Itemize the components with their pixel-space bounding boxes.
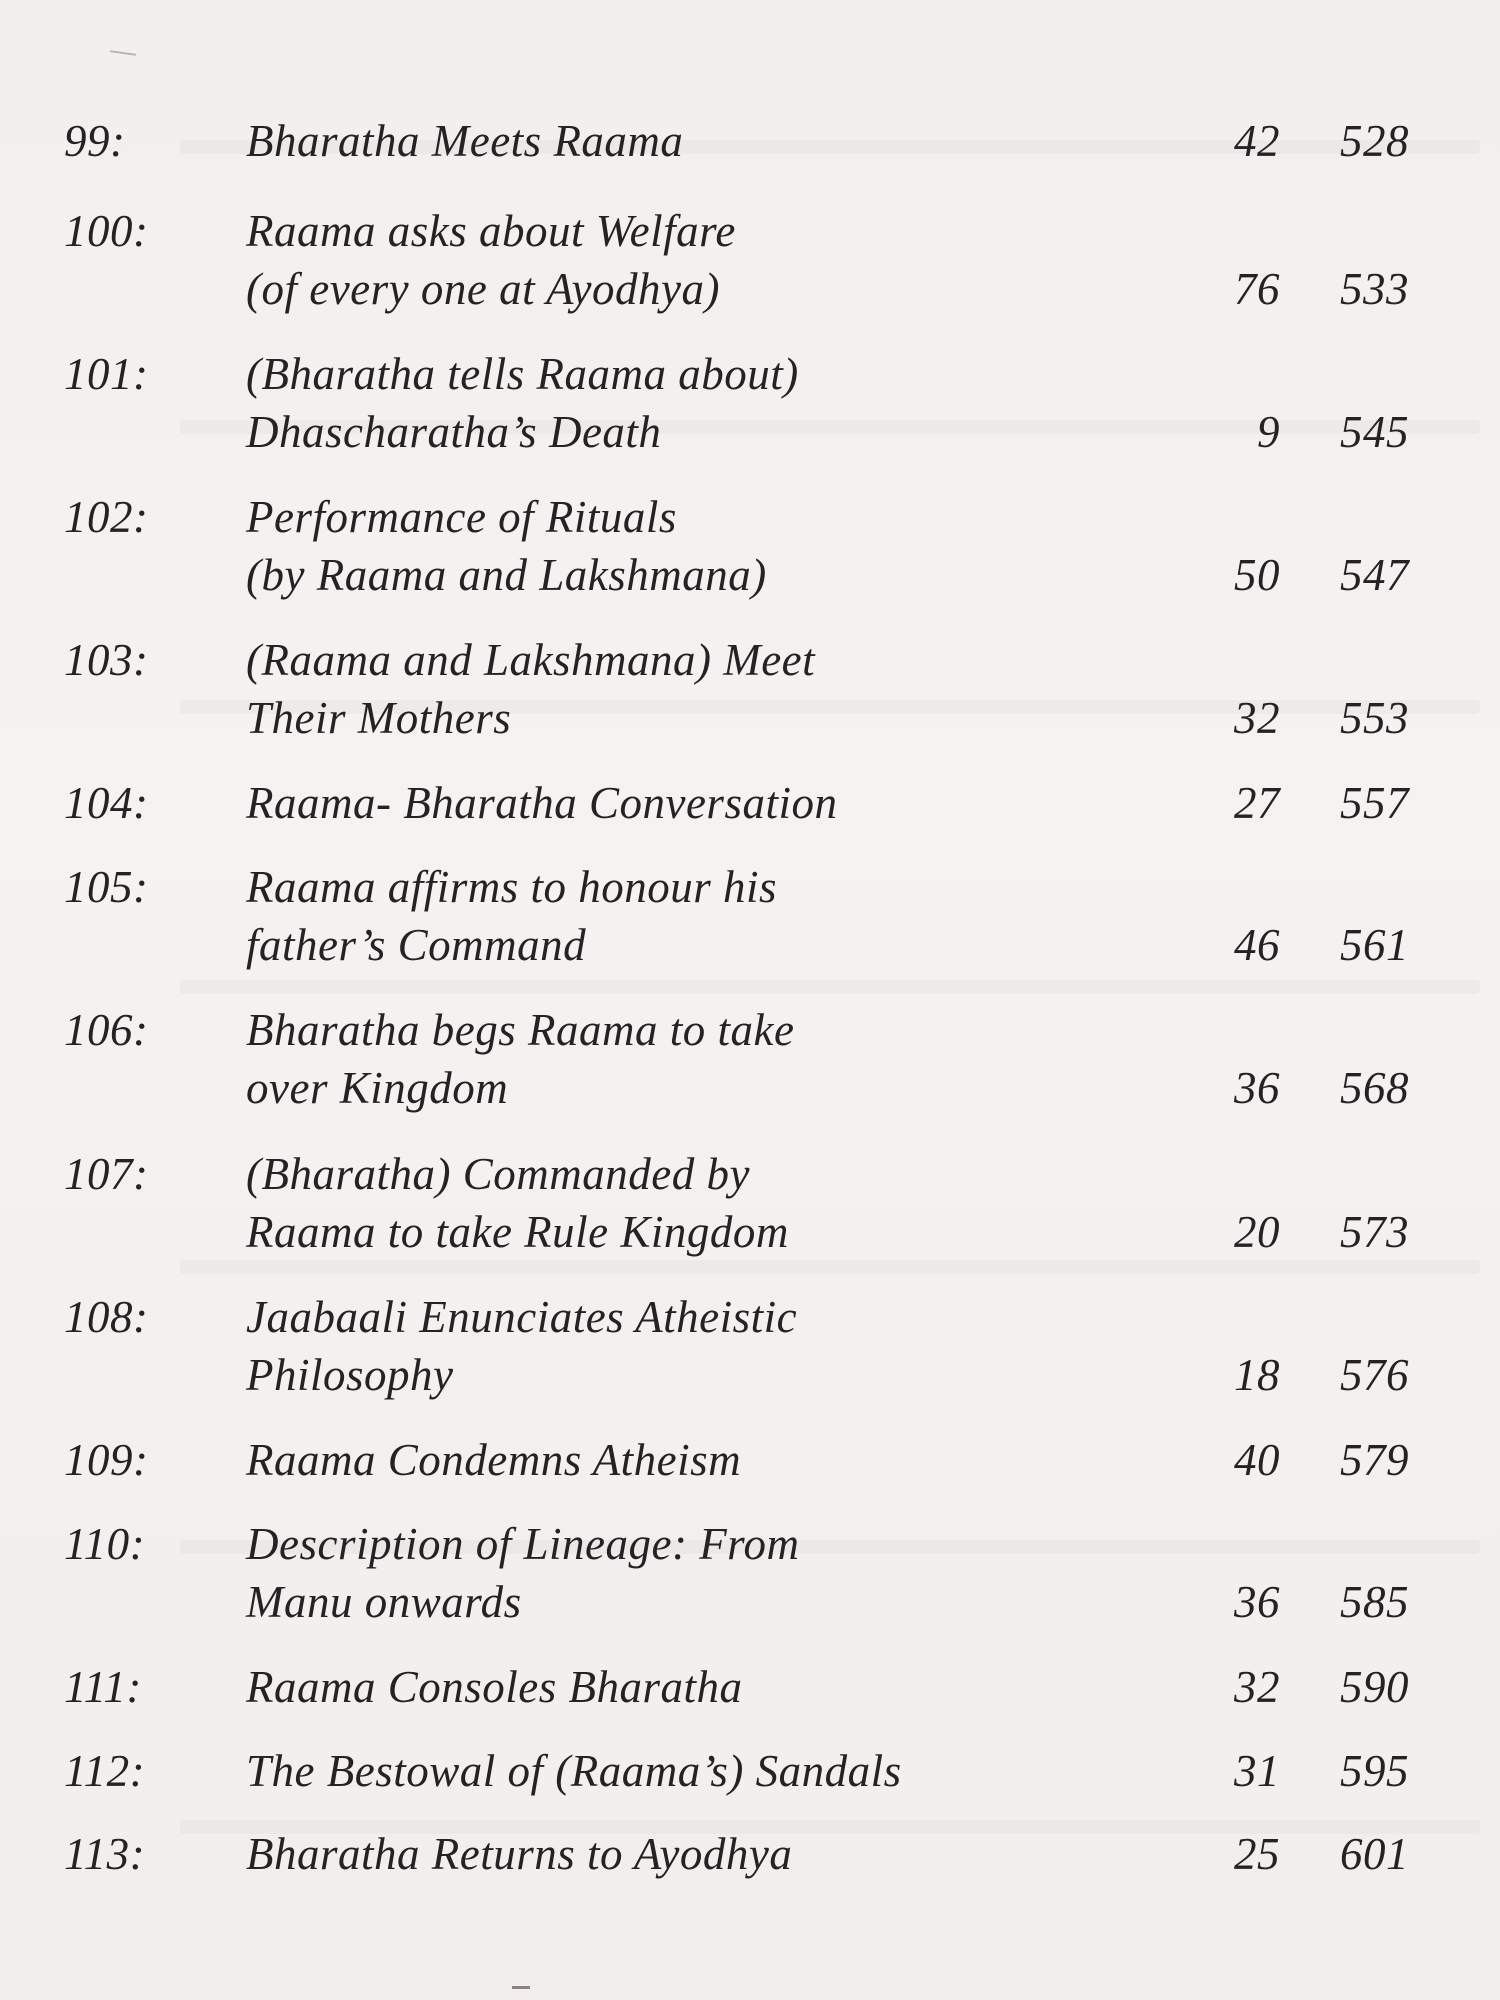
chapter-number: 102: <box>64 492 149 542</box>
chapter-title-line: (Bharatha) Commanded by <box>246 1149 750 1199</box>
chapter-number: 104: <box>64 778 149 828</box>
chapter-number: 103: <box>64 635 149 685</box>
verse-count: 36 <box>1234 1577 1280 1627</box>
chapter-title <box>246 774 1146 832</box>
chapter-title-line: Their Mothers <box>246 693 512 743</box>
chapter-title-line: Raama asks about Welfare <box>246 206 736 256</box>
page-number: 561 <box>1340 920 1409 970</box>
chapter-number: 106: <box>64 1005 149 1055</box>
page-number: 568 <box>1340 1063 1409 1113</box>
chapter-title-line: Jaabaali Enunciates Atheistic <box>246 1292 798 1342</box>
chapter-title-line: (Bharatha tells Raama about) <box>246 349 799 399</box>
chapter-title <box>246 1742 1146 1800</box>
verse-count: 31 <box>1234 1746 1280 1796</box>
chapter-title-line: over Kingdom <box>246 1063 509 1113</box>
chapter-number: 113: <box>64 1829 146 1879</box>
chapter-title <box>246 1001 1146 1117</box>
chapter-title <box>246 488 1146 604</box>
chapter-title-line: Bharatha Returns to Ayodhya <box>246 1829 793 1879</box>
verse-count: 27 <box>1234 778 1280 828</box>
bleed-through <box>180 980 1480 994</box>
chapter-number: 105: <box>64 862 149 912</box>
chapter-number: 111: <box>64 1662 142 1712</box>
chapter-title <box>246 1825 1146 1883</box>
scan-mark <box>512 1986 530 1989</box>
chapter-title <box>246 631 1146 747</box>
verse-count: 50 <box>1234 550 1280 600</box>
verse-count: 76 <box>1234 264 1280 314</box>
chapter-number: 107: <box>64 1149 149 1199</box>
chapter-title <box>246 202 1146 318</box>
chapter-title <box>246 1431 1146 1489</box>
chapter-title-line: Raama Condemns Atheism <box>246 1435 742 1485</box>
chapter-title-line: Raama Consoles Bharatha <box>246 1662 743 1712</box>
verse-count: 32 <box>1234 693 1280 743</box>
chapter-number: 99: <box>64 116 126 166</box>
chapter-title-line: Raama affirms to honour his <box>246 862 778 912</box>
page-number: 553 <box>1340 693 1409 743</box>
chapter-title-line: Bharatha begs Raama to take <box>246 1005 795 1055</box>
page-number: 601 <box>1340 1829 1409 1879</box>
page-number: 573 <box>1340 1207 1409 1257</box>
page-number: 576 <box>1340 1350 1409 1400</box>
page-number: 547 <box>1340 550 1409 600</box>
chapter-number: 110: <box>64 1519 146 1569</box>
verse-count: 46 <box>1234 920 1280 970</box>
chapter-title <box>246 112 1146 170</box>
chapter-title-line: Performance of Rituals <box>246 492 677 542</box>
chapter-title-line: Raama to take Rule Kingdom <box>246 1207 789 1257</box>
chapter-number: 109: <box>64 1435 149 1485</box>
chapter-title-line: (Raama and Lakshmana) Meet <box>246 635 816 685</box>
chapter-title-line: Manu onwards <box>246 1577 522 1627</box>
chapter-title-line: Bharatha Meets Raama <box>246 116 684 166</box>
page-number: 595 <box>1340 1746 1409 1796</box>
page-number: 590 <box>1340 1662 1409 1712</box>
chapter-title-line: Dhascharatha’s Death <box>246 407 662 457</box>
verse-count: 40 <box>1234 1435 1280 1485</box>
page-number: 579 <box>1340 1435 1409 1485</box>
verse-count: 9 <box>1257 407 1280 457</box>
page-number: 545 <box>1340 407 1409 457</box>
chapter-title <box>246 1658 1146 1716</box>
chapter-title-line: (of every one at Ayodhya) <box>246 264 720 314</box>
chapter-title <box>246 1288 1146 1404</box>
verse-count: 42 <box>1234 116 1280 166</box>
chapter-title-line: Raama- Bharatha Conversation <box>246 778 838 828</box>
verse-count: 18 <box>1234 1350 1280 1400</box>
chapter-title <box>246 858 1146 974</box>
page-number: 533 <box>1340 264 1409 314</box>
chapter-title-line: Philosophy <box>246 1350 454 1400</box>
verse-count: 25 <box>1234 1829 1280 1879</box>
chapter-number: 112: <box>64 1746 146 1796</box>
chapter-number: 100: <box>64 206 149 256</box>
chapter-number: 101: <box>64 349 149 399</box>
scan-mark <box>110 50 136 56</box>
page-number: 528 <box>1340 116 1409 166</box>
page-number: 585 <box>1340 1577 1409 1627</box>
page-number: 557 <box>1340 778 1409 828</box>
chapter-title-line: (by Raama and Lakshmana) <box>246 550 767 600</box>
chapter-title <box>246 345 1146 461</box>
bleed-through <box>180 1260 1480 1274</box>
chapter-title <box>246 1515 1146 1631</box>
chapter-title <box>246 1145 1146 1261</box>
chapter-number: 108: <box>64 1292 149 1342</box>
chapter-title-line: The Bestowal of (Raama’s) Sandals <box>246 1746 902 1796</box>
verse-count: 36 <box>1234 1063 1280 1113</box>
chapter-title-line: father’s Command <box>246 920 587 970</box>
verse-count: 32 <box>1234 1662 1280 1712</box>
chapter-title-line: Description of Lineage: From <box>246 1519 800 1569</box>
verse-count: 20 <box>1234 1207 1280 1257</box>
